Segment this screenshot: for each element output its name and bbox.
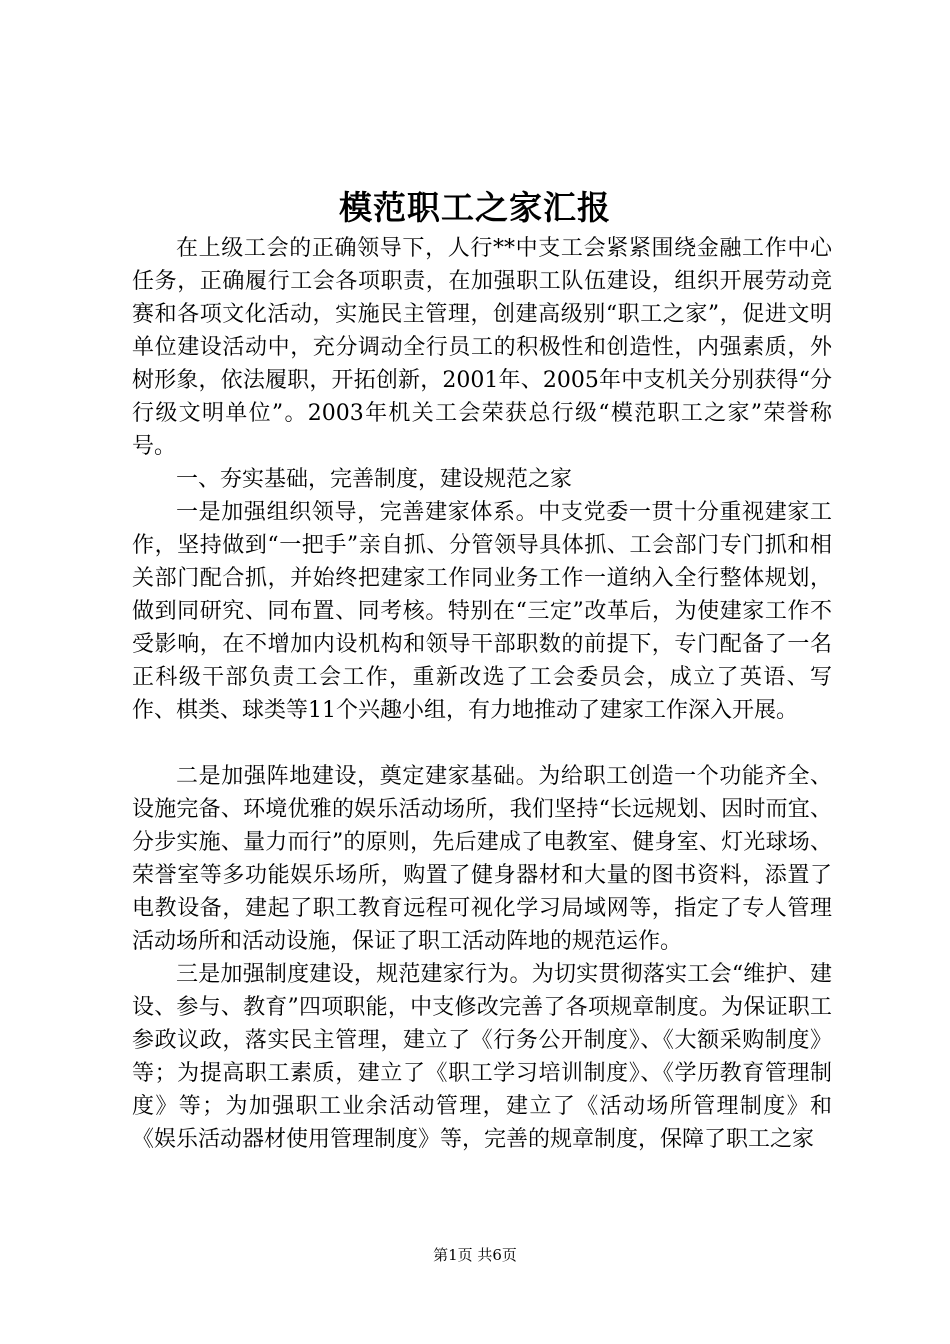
intro-paragraph: 在上级工会的正确领导下，人行**中支工会紧紧围绕金融工作中心任务，正确履行工会各项职责，在加强职工队伍建设，组织开展劳动竞赛和各项文化活动，实施民主管理，创建高级别“职工之家”，促进文明单位建设活动中，充分调动全行员工的积极性和创造性，内强素质，外树形象，依法履职，开拓创新，2001年、2005年中支机关分别获得“分行级文明单位”。2003年机关工会荣获总行级“模范职工之家”荣誉称号。 [132,236,832,459]
document-body [132,232,832,1156]
body-paragraph-regulations: 三是加强制度建设，规范建家行为。为切实贯彻落实工会“维护、建设、参与、教育”四项职能，中支修改完善了各项规章制度。为保证职工参政议政，落实民主管理，建立了《行务公开制度》、《大额采购制度》等；为提高职工素质，建立了《职工学习培训制度》、《学历教育管理制度》等；为加强职工业余活动管理，建立了《活动场所管理制度》和《娱乐活动器材使用管理制度》等，完善的规章制度，保障了职工之家 [132,962,832,1152]
body-paragraph-organization: 一是加强组织领导，完善建家体系。中支党委一贯十分重视建家工作，坚持做到“一把手”亲自抓、分管领导具体抓、工会部门专门抓和相关部门配合抓，并始终把建家工作同业务工作一道纳入全行整体规划，做到同研究、同布置、同考核。特别在“三定”改革后，为使建家工作不受影响，在不增加内设机构和领导干部职数的前提下，专门配备了一名正科级干部负责工会工作，重新改选了工会委员会，成立了英语、写作、棋类、球类等11个兴趣小组，有力地推动了建家工作深入开展。 [132,500,832,723]
body-paragraph-facilities: 二是加强阵地建设，奠定建家基础。为给职工创造一个功能齐全、设施完备、环境优雅的娱乐活动场所，我们坚持“长远规划、因时而宜、分步实施、量力而行”的原则，先后建成了电教室、健身室、灯光球场、荣誉室等多功能娱乐场所，购置了健身器材和大量的图书资料，添置了电教设备，建起了职工教育远程可视化学习局域网等，指定了专人管理活动场所和活动设施，保证了职工活动阵地的规范运作。 [132,764,832,954]
paragraph-spacer [132,727,832,760]
section-heading: 一、夯实基础，完善制度，建设规范之家 [176,467,573,492]
page-number-footer: 第1页 共6页 [433,1246,517,1264]
document-title: 模范职工之家汇报 [339,188,611,227]
